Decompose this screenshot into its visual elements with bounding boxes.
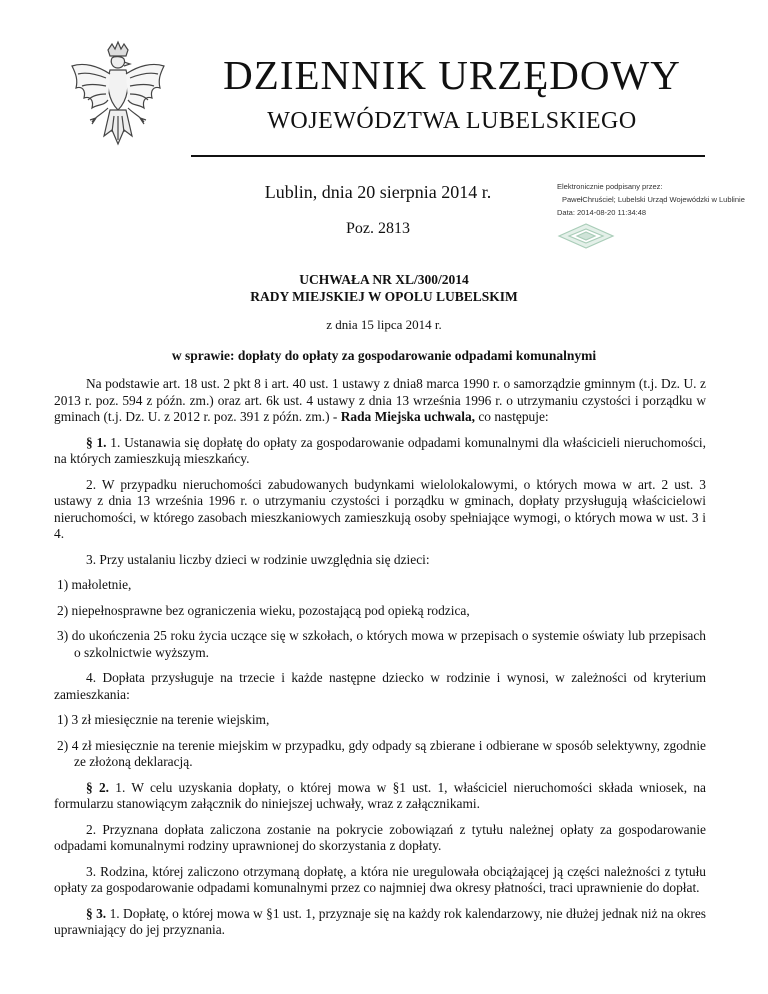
section-3-label: § 3. [86, 905, 107, 921]
section-2-paragraph-3: 3. Rodzina, której zaliczono otrzymaną dopłatę, a która nie uregulowała obciążającej ją części należności z tytułu opłaty za gospodarowanie odpadami komunalnymi przez co najmniej dwa okresy płatności, traci uprawnienie do dopłat. [54, 863, 706, 895]
preamble-text: Na podstawie art. 18 ust. 2 pkt 8 i art. 40 ust. 1 ustawy z dnia8 marca 1990 r. o samorządzie gminnym (t.j. Dz. U. z 2013 r. poz. 594 z późn. zm.) oraz art. 6k ust. 4 ustawy z dnia 13 września 1996 r. o utrzymaniu czystości i porządku w gminach (t.j. Dz. U. z 2012 r. poz. 391 z późn. zm.) - [54, 376, 706, 424]
resolution-date: z dnia 15 lipca 2014 r. [326, 317, 442, 332]
section-1-text-1: 1. Ustanawia się dopłatę do opłaty za gospodarowanie odpadami komunalnymi dla właścicieli nieruchomości, na których zamieszkują mieszkańcy. [54, 434, 706, 466]
list-item: 2) 4 zł miesięcznie na terenie miejskim w przypadku, gdy odpady są zbierane i odbierane w sposób selektywny, zgodnie ze złożoną deklaracją. [57, 737, 706, 769]
signature-line-signer: PawełChruściel; Lubelski Urząd Wojewódzki w Lublinie [562, 195, 745, 204]
list-item: 3) do ukończenia 25 roku życia uczące się w szkołach, o których mowa w przepisach o systemie oświaty lub przepisach o szkolnictwie wyższym. [57, 628, 706, 660]
preamble-bold: Rada Miejska uchwala, [340, 409, 476, 424]
section-1-paragraph-3: 3. Przy ustalaniu liczby dzieci w rodzinie uwzględnia się dzieci: [86, 551, 430, 567]
section-3-paragraph-1 [54, 906, 706, 939]
list-item: 1) 3 zł miesięcznie na terenie wiejskim, [57, 712, 270, 727]
journal-title: DZIENNIK URZĘDOWY [223, 52, 681, 98]
section-1-label: § 1. [86, 434, 107, 450]
preamble-paragraph [54, 376, 706, 426]
resolution-number: UCHWAŁA NR XL/300/2014 [299, 272, 469, 287]
section-2-paragraph-2: 2. Przyznana dopłata zaliczona zostanie na pokrycie zobowiązań z tytułu należnej opłaty za gospodarowanie odpadami komunalnymi rodziny uprawnionej do skorzystania z dopłaty. [54, 821, 706, 853]
preamble-end: co następuje: [475, 409, 549, 424]
list-item: 2) niepełnosprawne bez ograniczenia wieku, pozostającą pod opieką rodzica, [57, 602, 470, 618]
section-3-text-1: 1. Dopłatę, o której mowa w §1 ust. 1, przyznaje się na każdy rok kalendarzowy, nie dłużej jednak niż na okres uprawniający do jej przyznania. [54, 905, 706, 937]
journal-subtitle: WOJEWÓDZTWA LUBELSKIEGO [267, 108, 637, 134]
section-1-paragraph-1 [54, 435, 706, 468]
resolution-title [60, 271, 708, 305]
section-2-text-1: 1. W celu uzyskania dopłaty, o której mowa w §1 ust. 1, właściciel nieruchomości składa wniosek, na formularzu stanowiącym załącznik do niniejszej uchwały, wraz z załącznikami. [54, 779, 706, 811]
polish-eagle-icon [62, 40, 174, 160]
position-number: Poz. 2813 [346, 220, 410, 237]
signature-verification-icon[interactable] [557, 222, 615, 250]
header-divider [191, 155, 705, 157]
place-and-date: Lublin, dnia 20 sierpnia 2014 r. [264, 182, 492, 202]
section-2-paragraph-1 [54, 780, 706, 813]
section-2-label: § 2. [86, 779, 109, 795]
section-1-paragraph-2: 2. W przypadku nieruchomości zabudowanych budynkami wielolokalowymi, o których mowa w art. 2 ust. 3 ustawy z dnia 13 września 1996 r. o utrzymaniu czystości i porządku w gminach, dopłaty przysługują właścicielowi nieruchomości, w którego zasobach mieszkaniowych zamieszkują osoby spełniające wymogi, o których mowa w ust. 3 i 4. [54, 476, 706, 541]
section-1-paragraph-4: 4. Dopłata przysługuje na trzecie i każde następne dziecko w rodzinie i wynosi, w zależności od kryterium zamieszkania: [54, 670, 706, 702]
signature-line-signed-by: Elektronicznie podpisany przez: [557, 182, 663, 191]
resolution-subject: w sprawie: dopłaty do opłaty za gospodarowanie odpadami komunalnymi [171, 348, 597, 363]
resolution-council: RADY MIEJSKIEJ W OPOLU LUBELSKIM [250, 289, 518, 304]
list-item: 1) małoletnie, [57, 577, 132, 592]
electronic-signature-block [557, 180, 762, 219]
resolution-body [54, 376, 706, 948]
signature-line-date: Data: 2014-08-20 11:34:48 [557, 208, 647, 217]
